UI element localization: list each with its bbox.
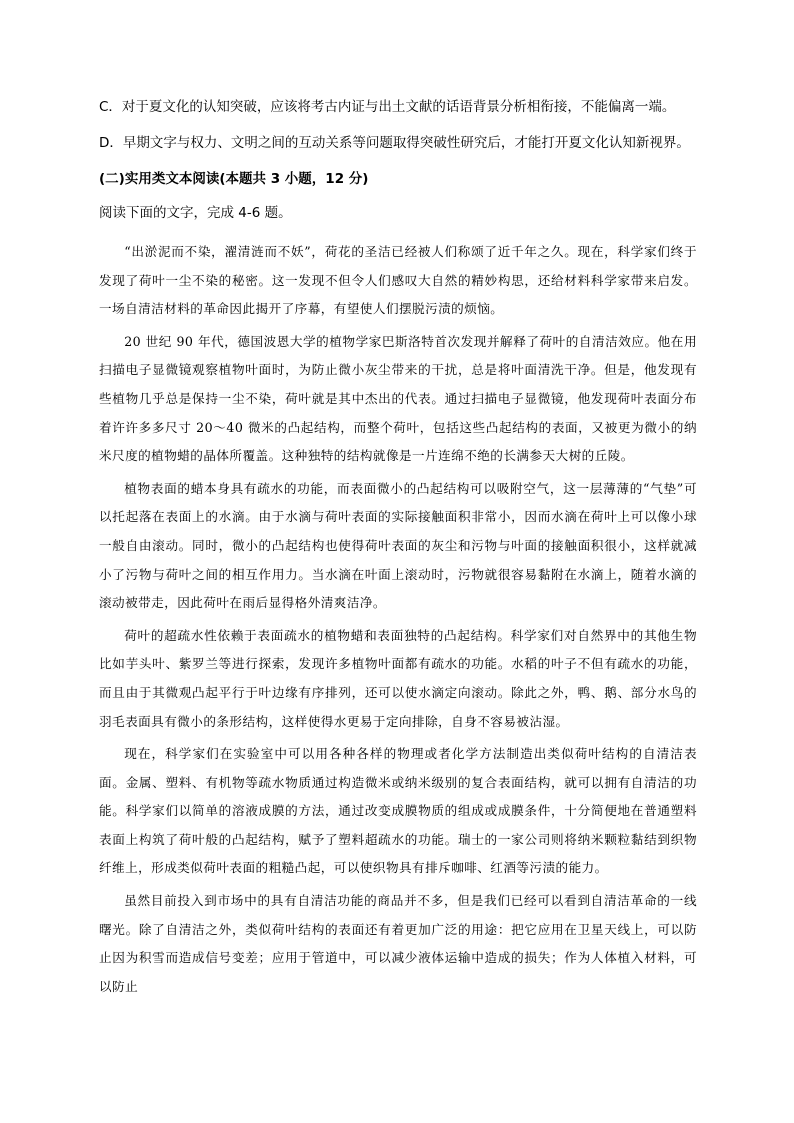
paragraph-3: 植物表面的蜡本身具有疏水的功能，而表面微小的凸起结构可以吸附空气，这一层薄薄的“气垫”可以托起落在表面上的水滴。由于水滴与荷叶表面的实际接触面积非常小，因而水滴在荷叶上可以像小球一般自由滚动。同时，微小的凸起结构也使得荷叶表面的灰尘和污物与叶面的接触面积很小，这样就减小了污物与荷叶之间的相互作用力。当水滴在叶面上滚动时，污物就很容易黏附在水滴上，随着水滴的滚动被带走，因此荷叶在雨后显得格外清爽洁净。 <box>99 480 697 611</box>
section-instruction: 阅读下面的文字，完成 4-6 题。 <box>99 205 292 221</box>
paragraph-4: 荷叶的超疏水性依赖于表面疏水的植物蜡和表面独特的凸起结构。科学家们对自然界中的其他生物比如芋头叶、紫罗兰等进行探索，发现许多植物叶面都有疏水的功能。水稻的叶子不但有疏水的功能，而且由于其微观凸起平行于叶边缘有序排列，还可以使水滴定向滚动。除此之外，鸭、鹅、部分水鸟的羽毛表面具有微小的条形结构，这样使得水更易于定向排除，自身不容易被沾湿。 <box>99 627 697 729</box>
paragraph-5: 现在，科学家们在实验室中可以用各种各样的物理或者化学方法制造出类似荷叶结构的自清洁表面。金属、塑料、有机物等疏水物质通过构造微米或纳米级别的复合表面结构，就可以拥有自清洁的功能。科学家们以简单的溶液成膜的方法，通过改变成膜物质的组成或成膜条件，十分简便地在普通塑料表面上构筑了荷叶般的凸起结构，赋予了塑料超疏水的功能。瑞士的一家公司则将纳米颗粒黏结到织物纤维上，形成类似荷叶表面的粗糙凸起，可以使织物具有排斥咖啡、红酒等污渍的能力。 <box>99 746 697 876</box>
option-c: C．对于夏文化的认知突破，应该将考古内证与出土文献的话语背景分析相衔接，不能偏离一端。 <box>99 99 676 115</box>
section-title: (二)实用类文本阅读(本题共 3 小题，12 分) <box>99 171 369 187</box>
paragraph-1: “出淤泥而不染，濯清涟而不妖”，荷花的圣洁已经被人们称颂了近千年之久。现在，科学家们终于发现了荷叶一尘不染的秘密。这一发现不但令人们感叹大自然的精妙构思，还给材料科学家带来启发。一场自清洁材料的革命因此揭开了序幕，有望使人们摆脱污渍的烦恼。 <box>99 244 697 317</box>
paragraph-2: 20 世纪 90 年代，德国波恩大学的植物学家巴斯洛特首次发现并解释了荷叶的自清洁效应。他在用扫描电子显微镜观察植物叶面时，为防止微小灰尘带来的干扰，总是将叶面清洗干净。但是，他发现有些植物几乎总是保持一尘不染，荷叶就是其中杰出的代表。通过扫描电子显微镜，他发现荷叶表面分布着许许多多尺寸 20～40 微米的凸起结构，而整个荷叶，包括这些凸起结构的表面，又被更为微小的纳米尺度的植物蜡的晶体所覆盖。这种独特的结构就像是一片连绵不绝的长满参天大树的丘陵。 <box>99 333 697 464</box>
document-page <box>99 98 697 1005</box>
paragraph-6: 虽然目前投入到市场中的具有自清洁功能的商品并不多，但是我们已经可以看到自清洁革命的一线曙光。除了自清洁之外，类似荷叶结构的表面还有着更加广泛的用途：把它应用在卫星天线上，可以防止因为积雪而造成信号变差；应用于管道中，可以减少液体运输中造成的损失；作为人体植入材料，可以防止 <box>99 893 697 994</box>
option-d: D．早期文字与权力、文明之间的互动关系等问题取得突破性研究后，才能打开夏文化认知新视界。 <box>99 135 690 151</box>
